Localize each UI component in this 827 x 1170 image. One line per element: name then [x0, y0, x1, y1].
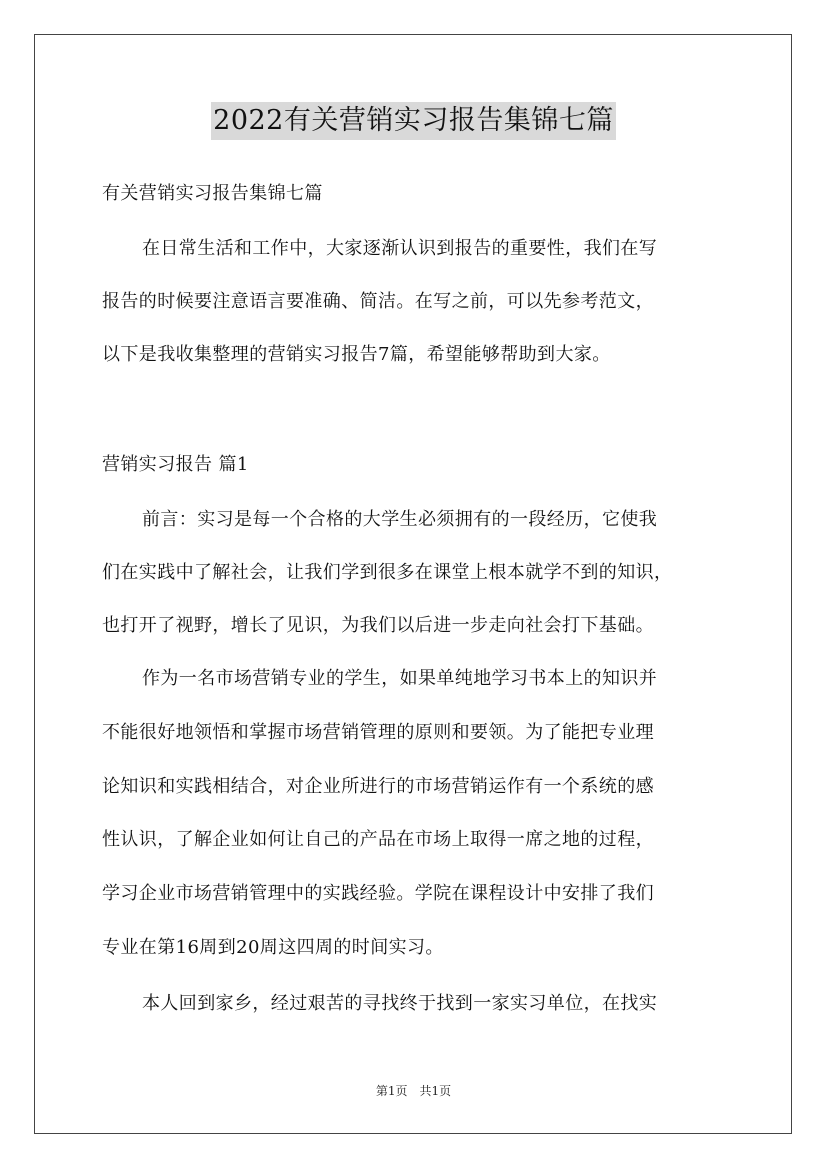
- document-subtitle: 有关营销实习报告集锦七篇: [102, 183, 323, 204]
- para2-line-4: 性认识，了解企业如何让自己的产品在市场上取得一席之地的过程，: [102, 829, 654, 850]
- document-title: 2022有关营销实习报告集锦七篇: [211, 102, 616, 140]
- para2-line-3: 论知识和实践相结合，对企业所进行的市场营销运作有一个系统的感: [102, 776, 654, 797]
- section-heading: 营销实习报告 篇1: [102, 454, 249, 475]
- intro-line-3: 以下是我收集整理的营销实习报告7篇，希望能够帮助到大家。: [102, 344, 611, 365]
- para2-line-2: 不能很好地领悟和掌握市场营销管理的原则和要领。为了能把专业理: [102, 722, 654, 743]
- title-container: [0, 102, 827, 140]
- para2-line-6: 专业在第16周到20周这四周的时间实习。: [102, 937, 444, 958]
- para1-line-3: 也打开了视野，增长了见识，为我们以后进一步走向社会打下基础。: [102, 615, 654, 636]
- para3-line-1: 本人回到家乡，经过艰苦的寻找终于找到一家实习单位，在找实: [142, 993, 658, 1014]
- intro-line-1: 在日常生活和工作中，大家逐渐认识到报告的重要性，我们在写: [142, 238, 658, 259]
- intro-line-2: 报告的时候要注意语言要准确、简洁。在写之前，可以先参考范文，: [102, 291, 654, 312]
- page-footer: 第1页 共1页: [375, 1084, 452, 1098]
- para1-line-2: 们在实践中了解社会，让我们学到很多在课堂上根本就学不到的知识，: [102, 562, 673, 583]
- para2-line-5: 学习企业市场营销管理中的实践经验。学院在课程设计中安排了我们: [102, 883, 654, 904]
- para2-line-1: 作为一名市场营销专业的学生，如果单纯地学习书本上的知识并: [142, 668, 658, 689]
- para1-line-1: 前言：实习是每一个合格的大学生必须拥有的一段经历，它使我: [142, 509, 658, 530]
